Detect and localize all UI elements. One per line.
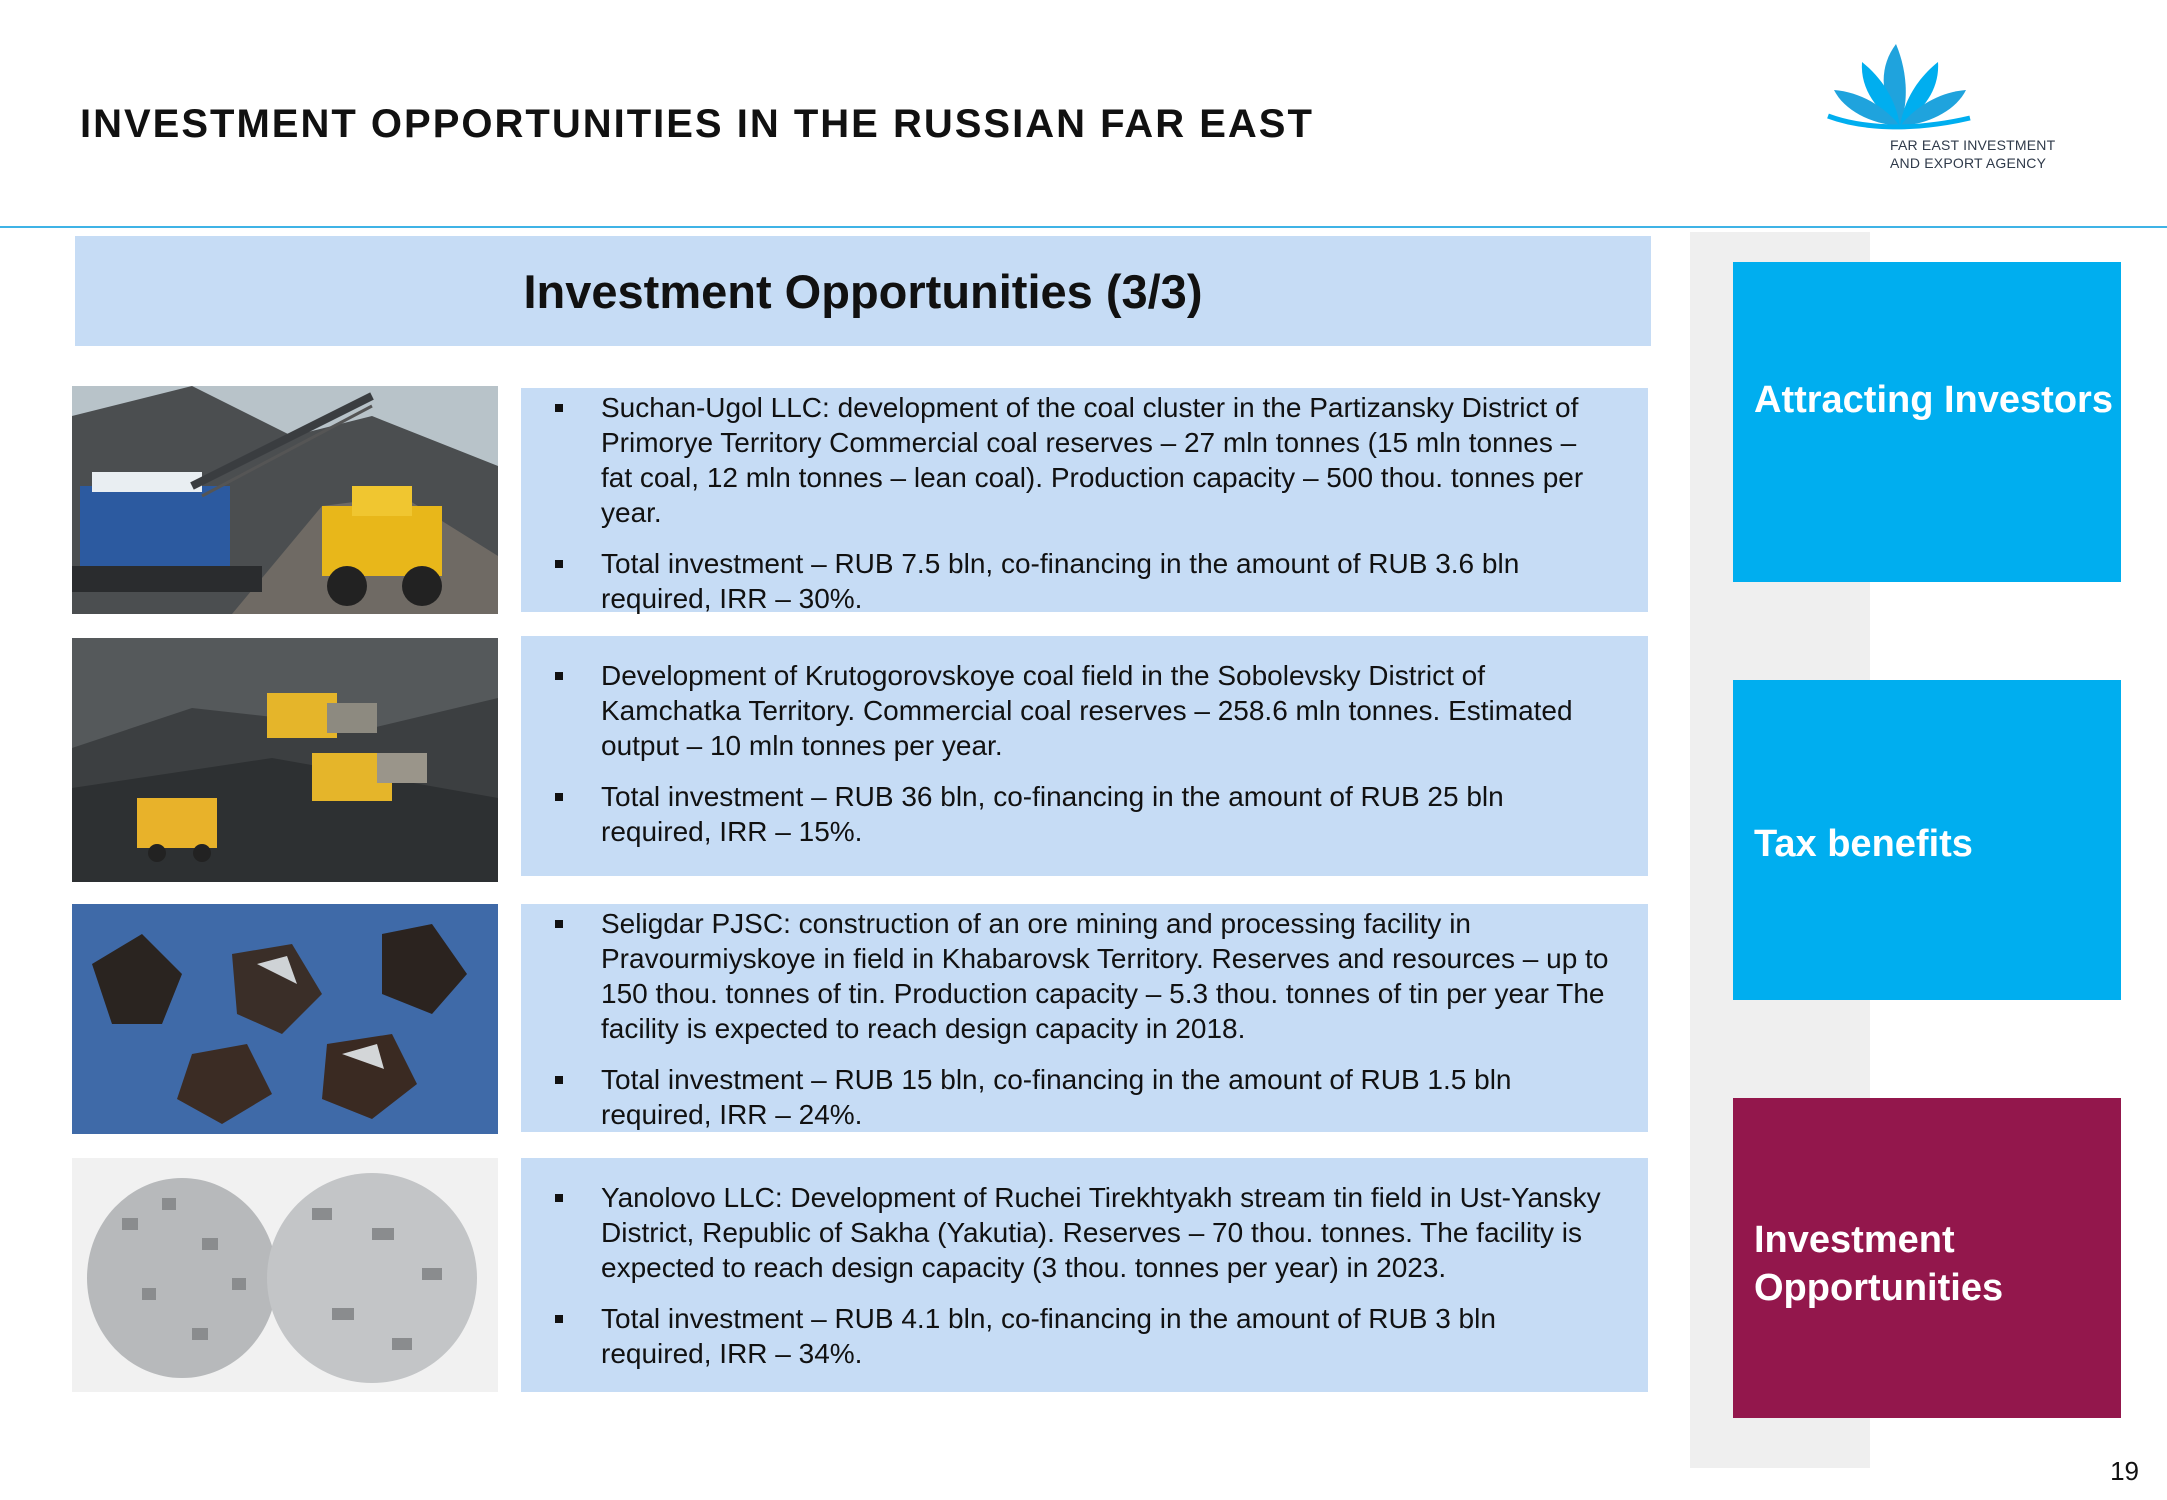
project-card-seligdar [521,904,1648,1132]
project-description: Yanolovo LLC: Development of Ruchei Tirekhtyakh stream tin field in Ust-Yansky District, Republic of Sakha (Yakutia). Reserves – 70 thou. tonnes. The facility is expected to reach design capacity (3 thou. tonnes per year) in 2023. [577,1180,1612,1285]
project-card-krutogorovskoye [521,636,1648,876]
project-investment: Total investment – RUB 36 bln, co-financing in the amount of RUB 25 bln required, IRR – 15%. [577,779,1612,849]
header-divider [0,226,2167,228]
open-pit-mine-photo [72,638,498,882]
lotus-icon [1820,38,1980,134]
project-investment: Total investment – RUB 7.5 bln, co-financing in the amount of RUB 3.6 bln required, IRR – 30%. [577,546,1612,616]
project-card-suchan-ugol [521,388,1648,612]
sidebar-item-label: Tax benefits [1754,823,1973,865]
page-number: 19 [2110,1456,2139,1486]
tin-ore-crystals-photo [72,904,498,1134]
project-description: Development of Krutogorovskoye coal field in the Sobolevsky District of Kamchatka Territory. Commercial coal reserves – 258.6 mln tonnes. Estimated output – 10 mln tonnes per year. [577,658,1612,763]
sidebar-item-attracting-investors[interactable] [1733,262,2121,582]
section-heading: Investment Opportunities (3/3) [75,236,1651,346]
project-investment: Total investment – RUB 15 bln, co-financing in the amount of RUB 1.5 bln required, IRR – 24%. [577,1062,1612,1132]
agency-logo [1810,38,2060,178]
sidebar-item-label: Attracting Investors [1754,379,2113,421]
project-card-yanolovo [521,1158,1648,1392]
project-description: Seligdar PJSC: construction of an ore mining and processing facility in Pravourmiyskoye in field in Khabarovsk Territory. Reserves and resources – up to 150 thou. tonnes of tin. Production capacity – 5.3 thou. tonnes of tin per year The facility is expected to reach design capacity in 2018. [577,906,1612,1046]
agency-name: FAR EAST INVESTMENT AND EXPORT AGENCY [1890,137,2056,171]
tin-pellets-photo [72,1158,498,1392]
project-investment: Total investment – RUB 4.1 bln, co-financing in the amount of RUB 3 bln required, IRR – 34%. [577,1301,1612,1371]
sidebar-item-investment-opportunities[interactable] [1733,1098,2121,1418]
project-description: Suchan-Ugol LLC: development of the coal cluster in the Partizansky District of Primorye Territory Commercial coal reserves – 27 mln tonnes (15 mln tonnes – fat coal, 12 mln tonnes – lean coal). Production capacity – 500 thou. tonnes per year. [577,390,1612,530]
coal-excavator-photo [72,386,498,614]
sidebar-item-label: Investment Opportunities [1754,1219,2004,1309]
sidebar-item-tax-benefits[interactable] [1733,680,2121,1000]
page-title: INVESTMENT OPPORTUNITIES IN THE RUSSIAN FAR EAST [80,102,1314,146]
